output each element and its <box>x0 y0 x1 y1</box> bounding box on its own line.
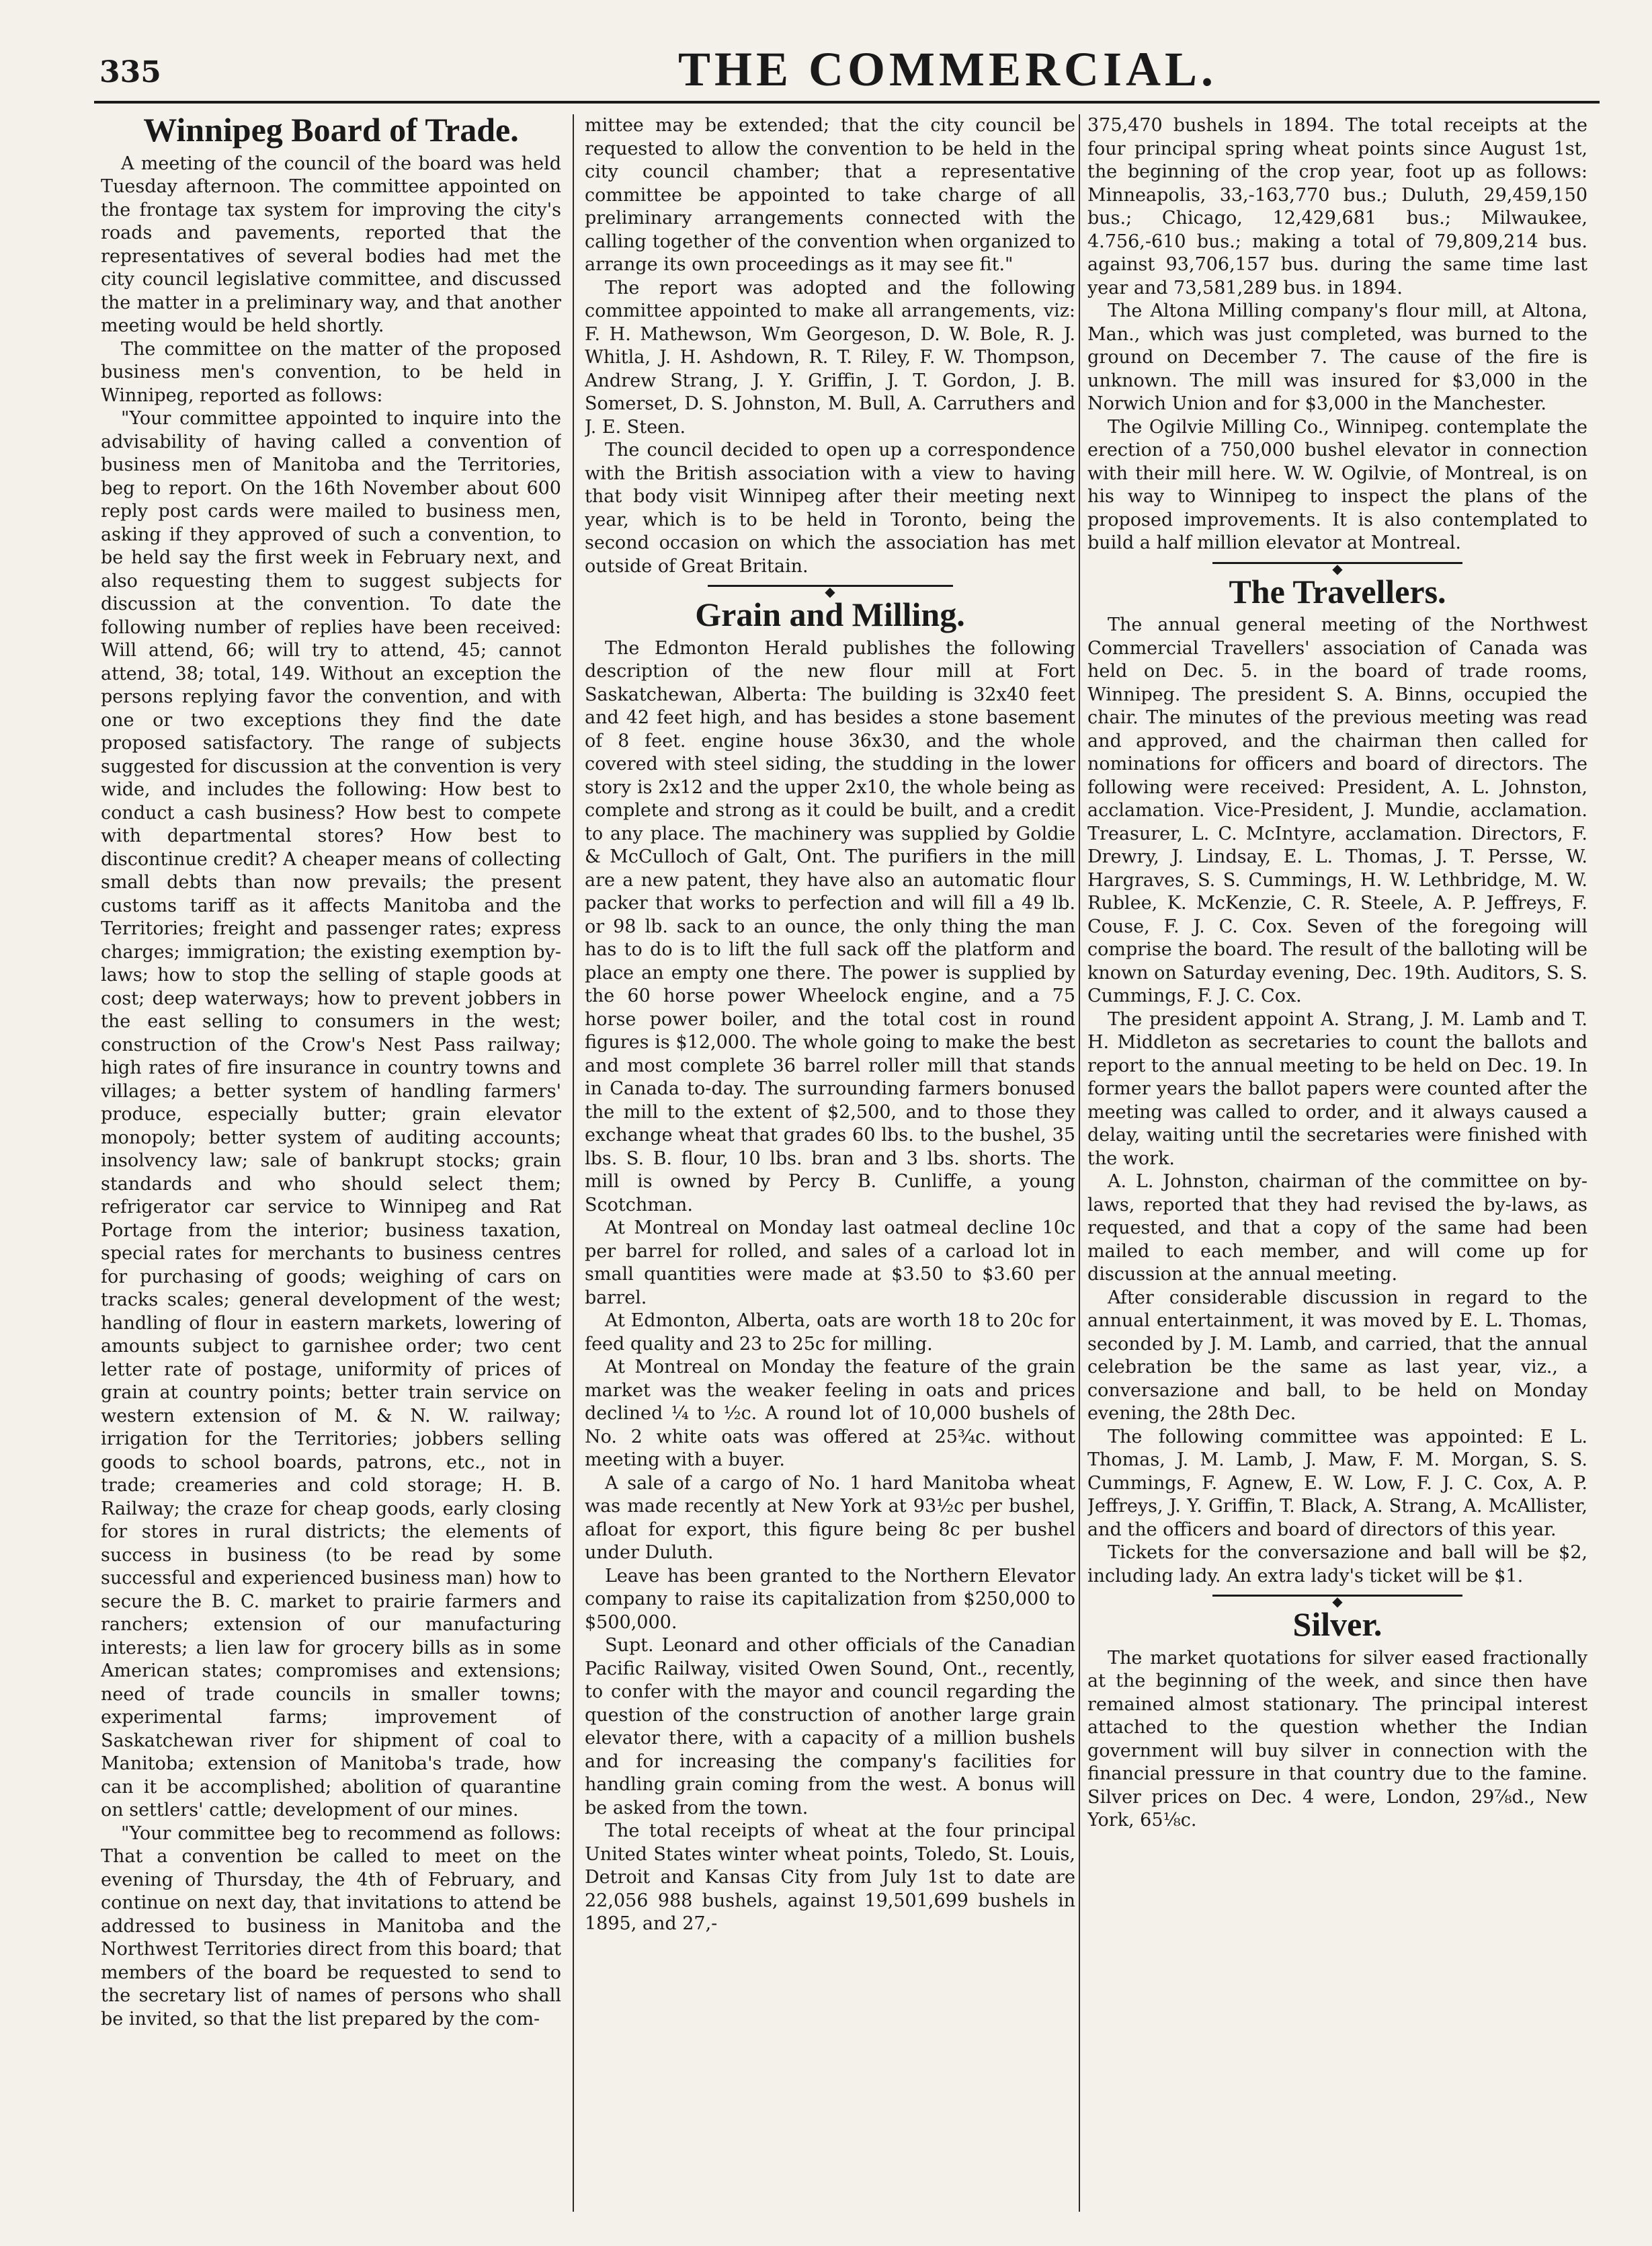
article-paragraph: At Edmonton, Alberta, oats are worth 18 to 20c for feed quality and 23 to 25c for milling. <box>585 1310 1075 1355</box>
article-paragraph: Leave has been granted to the Northern Elevator company to raise its capitalization from $250,000 to $500,000. <box>585 1565 1075 1633</box>
article-paragraph: The Altona Milling company's flour mill, at Altona, Man., which was just completed, was burned to the ground on December 7. The cause of the fire is unknown. The mill was insured for $3,000 in the Norwich Union and for $3,000 in the Manchester. <box>1087 300 1587 414</box>
section-divider <box>1212 560 1462 577</box>
column-divider <box>573 114 574 2212</box>
divider-ornament: ◆ <box>825 584 835 600</box>
article-paragraph: The committee on the matter of the proposed business men's convention, to be held in Winnipeg, reported as follows: <box>101 338 561 406</box>
column-3 <box>1087 114 1587 2225</box>
article-paragraph: Tickets for the conversazione and ball will be $2, including lady. An extra lady's ticket will be $1. <box>1087 1542 1587 1587</box>
article-paragraph: The Edmonton Herald publishes the following description of the new flour mill at Fort Saskatchewan, Alberta: The building is 32x40 feet and 42 feet high, and has besides a stone basement of 8 feet. engine house 36x30, and the whole covered with steel siding, the studding in the lower story is 2x12 and the upper 2x10, the whole being as complete and strong as it could be built, and a credit to any place. The machinery was supplied by Goldie & McCulloch of Galt, Ont. The purifiers in the mill are a new patent, they have also an automatic flour packer that works to perfection and will fill a 49 lb. or 98 lb. sack to an ounce, the only thing the man has to do is to lift the full sack off the platform and place an empty one there. The power is supplied by the 60 horse power Wheelock engine, and a 75 horse power boiler, and the total cost in round figures is $12,000. The whole going to make the best and most complete 36 barrel roller mill that stands in Canada to-day. The surrounding farmers bonused the mill to the extent of $2,500, and to those they exchange wheat that grades 60 lbs. to the bushel, 35 lbs. S. B. flour, 10 lbs. bran and 3 lbs. shorts. The mill is owned by Percy B. Cunliffe, a young Scotchman. <box>585 637 1075 1215</box>
section-title-silver: Silver. <box>1292 1605 1382 1643</box>
article-paragraph: 375,470 bushels in 1894. The total receipts at the four principal spring wheat points since August 1st, the beginning of the crop year, foot up as follows: Minneapolis, 33,-163,770 bus.; Duluth, 29,459,150 bus.; Chicago, 12,429,681 bus.; Milwaukee, 4.756,-610 bus.; making a total of 79,809,214 bus. against 93,706,157 bus. during the same time last year and 73,581,289 bus. in 1894. <box>1087 115 1587 298</box>
article-paragraph: The market quotations for silver eased fractionally at the beginning of the week, and since then have remained almost stationary. The principal interest attached to the question whether the Indian government will buy silver in connection with the financial pressure in that country due to the famine. Silver prices on Dec. 4 were, London, 29⅞d., New York, 65⅛c. <box>1087 1647 1587 1831</box>
page-number: 335 <box>99 55 161 89</box>
article-paragraph: A sale of a cargo of No. 1 hard Manitoba wheat was made recently at New York at 93½c per bushel, afloat for export, this figure being 8c per bushel under Duluth. <box>585 1472 1075 1563</box>
divider-ornament: ◆ <box>1332 560 1343 577</box>
header-rule <box>94 101 1600 104</box>
article-paragraph: The Ogilvie Milling Co., Winnipeg. contemplate the erection of a 750,000 bushel elevator in connection with their mill here. W. W. Ogilvie, of Montreal, is on his way to Winnipeg to inspect the plans of the proposed improvements. It is also contemplated to build a half million elevator at Montreal. <box>1087 416 1587 553</box>
divider-ornament: ◆ <box>1332 1593 1343 1609</box>
article-paragraph: The following committee was appointed: E L. Thomas, J. M. Lamb, J. Maw, F. M. Morgan, S. S. Cummings, F. Agnew, E. W. Low, F. J. C. Cox, A. P. Jeffreys, J. Y. Griffin, T. Black, A. Strang, A. McAllister, and the officers and board of directors of this year. <box>1087 1426 1587 1540</box>
article-paragraph: At Montreal on Monday last oatmeal decline 10c per barrel for rolled, and sales of a carload lot in small quantities were made at $3.50 to $3.60 per barrel. <box>585 1217 1075 1308</box>
column-1 <box>101 114 561 2225</box>
section-title-board-of-trade: Winnipeg Board of Trade. <box>143 114 519 149</box>
article-paragraph: "Your committee beg to recommend as follows: That a convention be called to meet on the evening of Thursday, the 4th of February, and continue on next day, that invitations to attend be addressed to business in Manitoba and the Northwest Territories direct from this board; that members of the board be requested to send to the secretary list of names of persons who shall be invited, so that the list prepared by the com- <box>101 1822 561 2030</box>
section-title-travellers: The Travellers. <box>1229 572 1446 610</box>
article-paragraph: A meeting of the council of the board was held Tuesday afternoon. The committee appointed on the frontage tax system for improving the city's roads and pavements, reported that the representatives of several bodies had met the city council legislative committee, and discussed the matter in a preliminary way, and that another meeting would be held shortly. <box>101 153 561 336</box>
column-2 <box>585 114 1075 2225</box>
article-paragraph: The total receipts of wheat at the four principal United States winter wheat points, Toledo, St. Louis, Detroit and Kansas City from July 1st to date are 22,056 988 bushels, against 19,501,699 bushels in 1895, and 27,- <box>585 1820 1075 1934</box>
section-divider <box>708 584 953 600</box>
article-paragraph: The council decided to open up a correspondence with the British association with a view to having that body visit Winnipeg after their meeting next year, which is to be held in Toronto, being the second occasion on which the association has met outside of Great Britain. <box>585 440 1075 577</box>
masthead: THE COMMERCIAL. <box>677 42 1218 96</box>
article-paragraph: After considerable discussion in regard to the annual entertainment, it was moved by E. L. Thomas, seconded by J. M. Lamb, and carried, that the annual celebration be the same as last year, viz., a conversazione and ball, to be held on Monday evening, the 28th Dec. <box>1087 1287 1587 1424</box>
article-paragraph: Supt. Leonard and other officials of the Canadian Pacific Railway, visited Owen Sound, Ont., recently, to confer with the mayor and council regarding the question of the construction of another large grain elevator there, with a capacity of a million bushels and for increasing the company's facilities for handling grain coming from the west. A bonus will be asked from the town. <box>585 1635 1075 1818</box>
article-paragraph: "Your committee appointed to inquire into the advisability of having called a convention of business men of Manitoba and the Territories, beg to report. On the 16th November about 600 reply post cards were mailed to business men, asking if they approved of such a convention, to be held say the first week in February next, and also requesting them to suggest subjects for discussion at the convention. To date the following number of replies have been received: Will attend, 66; will try to attend, 45; cannot attend, 38; total, 149. Without an exception the persons replying favor the convention, and with one or two exceptions they find the date proposed satisfactory. The range of subjects suggested for discussion at the convention is very wide, and includes the following: How best to conduct a cash business? How best to compete with departmental stores? How best to discontinue credit? A cheaper means of collecting small debts than now prevails; the present customs tariff as it affects Manitoba and the Territories; freight and passenger rates; express charges; immigration; the existing exemption by-laws; how to stop the selling of staple goods at cost; deep waterways; how to prevent jobbers in the east selling to consumers in the west; construction of the Crow's Nest Pass railway; high rates of fire insurance in country towns and villages; a better system of handling farmers' produce, especially butter; grain elevator monopoly; better system of auditing accounts; insolvency law; sale of bankrupt stocks; grain standards and who should select them; refrigerator car service to Winnipeg and Rat Portage from the interior; business taxation, special rates for merchants to business centres for purchasing of goods; weighing of cars on tracks scales; general development of the west; handling of flour in eastern markets, lowering of amounts subject to garnishee order; two cent letter rate of postage, uniformity of prices of grain at country points; better train service on western extension of M. & N. W. railway; irrigation for the Territories; jobbers selling goods to school boards, patrons, etc., not in trade; creameries and cold storage; H. B. Railway; the craze for cheap goods, early closing for stores in rural districts; the elements of success in business (to be read by some successful and experienced business man) how to secure the B. C. market to prairie farmers and ranchers; extension of our manufacturing interests; a lien law for grocery bills as in some American states; compromises and extensions; need of trade councils in smaller towns; experimental farms; improvement of Saskatchewan river for shipment of coal to Manitoba; extension of Manitoba's trade, how can it be accomplished; abolition of quarantine on settlers' cattle; development of our mines. <box>101 408 561 1820</box>
article-paragraph: mittee may be extended; that the city council be requested to allow the convention to be held in the city council chamber; that a representative committee be appointed to take charge of all preliminary arrangements connected with the calling together of the convention when organized to arrange its own proceedings as it may see fit." <box>585 115 1075 275</box>
column-divider <box>1079 114 1080 2212</box>
section-title-grain-milling: Grain and Milling. <box>695 596 965 633</box>
article-paragraph: A. L. Johnston, chairman of the committee on by-laws, reported that they had revised the by-laws, as requested, and that a copy of the same had been mailed to each member, and will come up for discussion at the annual meeting. <box>1087 1171 1587 1285</box>
section-divider <box>1212 1593 1462 1609</box>
article-paragraph: At Montreal on Monday the feature of the grain market was the weaker feeling in oats and prices declined ¼ to ½c. A round lot of 10,000 bushels of No. 2 white oats was offered at 25¾c. without meeting with a buyer. <box>585 1357 1075 1470</box>
article-paragraph: The president appoint A. Strang, J. M. Lamb and T. H. Middleton as secretaries to count the ballots and report to the annual meeting to be held on Dec. 19. In former years the ballot papers were counted after the meeting was called to order, and it always caused a delay, waiting until the secretaries were finished with the work. <box>1087 1008 1587 1169</box>
article-paragraph: The report was adopted and the following committee appointed to make all arrangements, viz: F. H. Mathewson, Wm Georgeson, D. W. Bole, R. J. Whitla, J. H. Ashdown, R. T. Riley, F. W. Thompson, Andrew Strang, J. Y. Griffin, J. T. Gordon, J. B. Somerset, D. S. Johnston, M. Bull, A. Carruthers and J. E. Steen. <box>585 277 1075 438</box>
article-paragraph: The annual general meeting of the Northwest Commercial Travellers' association of Canada was held on Dec. 5. in the board of trade rooms, Winnipeg. The president S. A. Binns, occupied the chair. The minutes of the previous meeting was read and approved, and the chairman then called for nominations for officers and board of directors. The following were received: President, A. L. Johnston, acclamation. Vice-President, J. Mundie, acclamation. Treasurer, L. C. McIntyre, acclamation. Directors, F. Drewry, J. Lindsay, E. L. Thomas, J. T. Persse, W. Hargraves, S. S. Cummings, H. W. Lethbridge, M. W. Rublee, K. McKenzie, C. R. Steele, A. P. Jeffreys, F. Couse, F. J. C. Cox. Seven of the foregoing will comprise the board. The result of the balloting will be known on Saturday evening, Dec. 19th. Auditors, S. S. Cummings, F. J. C. Cox. <box>1087 614 1587 1006</box>
